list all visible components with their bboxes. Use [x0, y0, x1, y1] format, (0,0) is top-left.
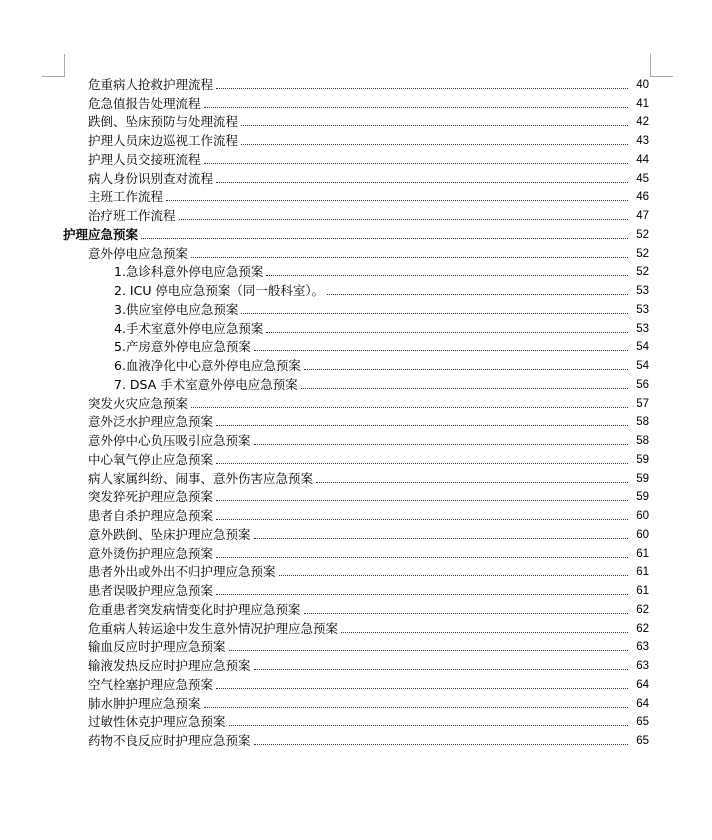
toc-entry-title[interactable]: 护理人员床边巡视工作流程	[88, 133, 239, 148]
toc-entry-title[interactable]: 1.急诊科意外停电应急预案	[114, 264, 264, 280]
dot-leader	[191, 407, 628, 408]
dot-leader	[204, 707, 628, 708]
toc-entry-page-number[interactable]: 57	[636, 397, 649, 410]
toc-entry[interactable]	[60, 693, 649, 712]
top-right-margin-marker	[650, 54, 673, 77]
dot-leader	[216, 688, 628, 689]
dot-leader	[254, 669, 628, 670]
toc-entry-title[interactable]: 空气栓塞护理应急预案	[88, 676, 214, 692]
dot-leader	[229, 725, 628, 726]
toc-entry[interactable]	[60, 524, 649, 543]
toc-entry[interactable]	[60, 224, 649, 243]
dot-leader	[254, 350, 628, 351]
toc-entry-title[interactable]: 危重病人转运途中发生意外情况护理应急预案	[88, 620, 339, 636]
toc-entry-title[interactable]: 突发猝死护理应急预案	[88, 489, 214, 505]
toc-entry-page-number[interactable]: 44	[636, 153, 649, 166]
toc-entry-page-number[interactable]: 42	[636, 116, 649, 129]
toc-entry-title[interactable]: 危急值报告处理流程	[88, 95, 201, 111]
toc-entry-page-number[interactable]: 63	[636, 641, 649, 654]
toc-entry-title[interactable]: 意外停电应急预案	[88, 245, 189, 261]
toc-entry[interactable]	[60, 355, 649, 374]
toc-entry-title[interactable]: 3.供应室停电应急预案	[114, 301, 239, 317]
toc-entry[interactable]	[60, 93, 649, 112]
toc-entry-page-number[interactable]: 61	[636, 566, 649, 579]
toc-entry-page-number[interactable]: 59	[636, 453, 649, 466]
toc-entry[interactable]	[60, 205, 649, 224]
toc-entry-title[interactable]: 过敏性休克护理应急预案	[88, 714, 226, 730]
toc-entry[interactable]	[60, 618, 649, 637]
dot-leader	[254, 744, 628, 745]
dot-leader	[304, 613, 628, 614]
toc-entry-page-number[interactable]: 62	[636, 622, 649, 635]
toc-entry[interactable]	[60, 130, 649, 149]
toc-entry[interactable]	[60, 712, 649, 731]
toc-entry-page-number[interactable]: 53	[636, 285, 649, 297]
dot-leader	[204, 163, 628, 164]
dot-leader	[241, 144, 628, 145]
toc-entry-title[interactable]: 中心氧气停止应急预案	[88, 451, 214, 467]
toc-entry-page-number[interactable]: 58	[636, 416, 649, 429]
toc-entry-page-number[interactable]: 41	[636, 97, 649, 110]
toc-entry[interactable]	[60, 74, 649, 93]
toc-entry[interactable]	[60, 168, 649, 187]
toc-entry[interactable]	[60, 487, 649, 506]
toc-entry-page-number[interactable]: 54	[636, 341, 649, 354]
toc-entry-title[interactable]: 治疗班工作流程	[88, 208, 176, 223]
dot-leader	[241, 125, 628, 126]
dot-leader	[229, 650, 628, 651]
toc-entry[interactable]	[60, 655, 649, 674]
toc-entry-title[interactable]: 护理应急预案	[63, 226, 139, 242]
toc-entry-title[interactable]: 2. ICU 停电应急预案（同一般科室）。	[114, 283, 325, 298]
dot-leader	[141, 238, 628, 239]
dot-leader	[241, 313, 628, 314]
dot-leader	[216, 463, 628, 464]
toc-entry-title[interactable]: 肺水肿护理应急预案	[88, 695, 201, 711]
toc-entry[interactable]	[60, 637, 649, 656]
dot-leader	[266, 275, 628, 276]
toc-entry-page-number[interactable]: 52	[636, 266, 649, 279]
toc-entry[interactable]	[60, 412, 649, 431]
toc-entry[interactable]	[60, 599, 649, 618]
dot-leader	[304, 369, 628, 370]
toc-entry-title[interactable]: 病人身份识别查对流程	[88, 170, 214, 186]
dot-leader	[301, 388, 628, 389]
dot-leader	[341, 632, 628, 633]
toc-entry-page-number[interactable]: 56	[636, 378, 649, 391]
toc-entry[interactable]	[60, 149, 649, 168]
toc-entry-title[interactable]: 6.血液净化中心意外停电应急预案	[114, 358, 301, 373]
toc-entry[interactable]	[60, 730, 649, 749]
dot-leader	[216, 519, 628, 520]
toc-entry-title[interactable]: 5.产房意外停电应急预案	[114, 339, 251, 355]
toc-entry-title[interactable]: 跌倒、坠床预防与处理流程	[88, 114, 239, 130]
dot-leader	[279, 575, 628, 576]
toc-entry[interactable]	[60, 299, 649, 318]
toc-entry-page-number[interactable]: 52	[636, 228, 649, 241]
toc-entry-title[interactable]: 7. DSA 手术室意外停电应急预案	[114, 376, 298, 392]
toc-entry-title[interactable]: 危重患者突发病情变化时护理应急预案	[88, 601, 301, 617]
dot-leader	[204, 107, 628, 108]
toc-entry-title[interactable]: 意外跌倒、坠床护理应急预案	[88, 526, 251, 542]
toc-entry-page-number[interactable]: 43	[636, 135, 649, 147]
toc-entry-title[interactable]: 患者自杀护理应急预案	[88, 508, 214, 523]
dot-leader	[216, 557, 628, 558]
toc-entry-title[interactable]: 主班工作流程	[88, 189, 164, 205]
toc-entry[interactable]	[60, 468, 649, 487]
dot-leader	[327, 294, 628, 295]
toc-entry-title[interactable]: 意外停中心负压吸引应急预案	[88, 433, 251, 448]
toc-entry[interactable]	[60, 112, 649, 131]
toc-entry-title[interactable]: 药物不良反应时护理应急预案	[88, 733, 251, 748]
toc-entry-page-number[interactable]: 65	[636, 716, 649, 729]
toc-entry-page-number[interactable]: 54	[636, 360, 649, 372]
toc-entry-title[interactable]: 输液发热反应时护理应急预案	[88, 658, 251, 673]
toc-entry-page-number[interactable]: 61	[636, 547, 649, 560]
toc-entry-title[interactable]: 病人家属纠纷、闹事、意外伤害应急预案	[88, 470, 314, 486]
toc-entry[interactable]	[60, 374, 649, 393]
table-of-contents	[60, 74, 649, 749]
toc-entry[interactable]	[60, 280, 649, 299]
dot-leader	[216, 500, 628, 501]
dot-leader	[266, 332, 628, 333]
toc-entry-page-number[interactable]: 64	[636, 697, 649, 710]
toc-entry[interactable]	[60, 393, 649, 412]
toc-entry[interactable]	[60, 243, 649, 262]
toc-entry-page-number[interactable]: 60	[636, 510, 649, 522]
toc-entry-page-number[interactable]: 40	[636, 78, 649, 91]
toc-entry-page-number[interactable]: 52	[636, 247, 649, 260]
toc-entry-page-number[interactable]: 65	[636, 735, 649, 747]
dot-leader	[179, 219, 628, 220]
toc-entry-title[interactable]: 意外泛水护理应急预案	[88, 414, 214, 430]
toc-entry[interactable]	[60, 505, 649, 524]
toc-entry-title[interactable]: 危重病人抢救护理流程	[88, 76, 214, 92]
toc-entry[interactable]	[60, 187, 649, 206]
toc-entry[interactable]	[60, 674, 649, 693]
toc-entry-page-number[interactable]: 59	[636, 491, 649, 504]
toc-entry-title[interactable]: 突发火灾应急预案	[88, 395, 189, 411]
toc-entry-page-number[interactable]: 53	[636, 322, 649, 335]
toc-entry-page-number[interactable]: 47	[636, 210, 649, 222]
toc-entry-page-number[interactable]: 59	[636, 472, 649, 485]
toc-entry-title[interactable]: 患者误吸护理应急预案	[88, 583, 214, 598]
toc-entry-page-number[interactable]: 61	[636, 585, 649, 597]
toc-entry-title[interactable]: 输血反应时护理应急预案	[88, 639, 226, 655]
toc-entry[interactable]	[60, 562, 649, 581]
dot-leader	[216, 594, 628, 595]
dot-leader	[254, 538, 628, 539]
toc-entry-page-number[interactable]: 64	[636, 678, 649, 691]
toc-entry[interactable]	[60, 430, 649, 449]
toc-entry-page-number[interactable]: 53	[636, 303, 649, 316]
dot-leader	[316, 482, 628, 483]
toc-entry-page-number[interactable]: 45	[636, 172, 649, 185]
toc-entry-page-number[interactable]: 60	[636, 528, 649, 541]
toc-entry-page-number[interactable]: 58	[636, 435, 649, 447]
dot-leader	[216, 88, 628, 89]
toc-entry-title[interactable]: 患者外出或外出不归护理应急预案	[88, 564, 276, 580]
toc-entry-title[interactable]: 护理人员交接班流程	[88, 151, 201, 167]
toc-entry[interactable]	[60, 449, 649, 468]
dot-leader	[166, 200, 628, 201]
toc-entry-title[interactable]: 意外烫伤护理应急预案	[88, 545, 214, 561]
dot-leader	[191, 257, 628, 258]
toc-entry[interactable]	[60, 318, 649, 337]
toc-entry-page-number[interactable]: 62	[636, 603, 649, 616]
toc-entry[interactable]	[60, 337, 649, 356]
toc-entry[interactable]	[60, 580, 649, 599]
dot-leader	[254, 444, 628, 445]
toc-entry-title[interactable]: 4.手术室意外停电应急预案	[114, 320, 264, 336]
toc-entry[interactable]	[60, 262, 649, 281]
toc-entry-page-number[interactable]: 46	[636, 191, 649, 204]
dot-leader	[216, 425, 628, 426]
toc-entry-page-number[interactable]: 63	[636, 660, 649, 672]
dot-leader	[216, 182, 628, 183]
toc-entry[interactable]	[60, 543, 649, 562]
